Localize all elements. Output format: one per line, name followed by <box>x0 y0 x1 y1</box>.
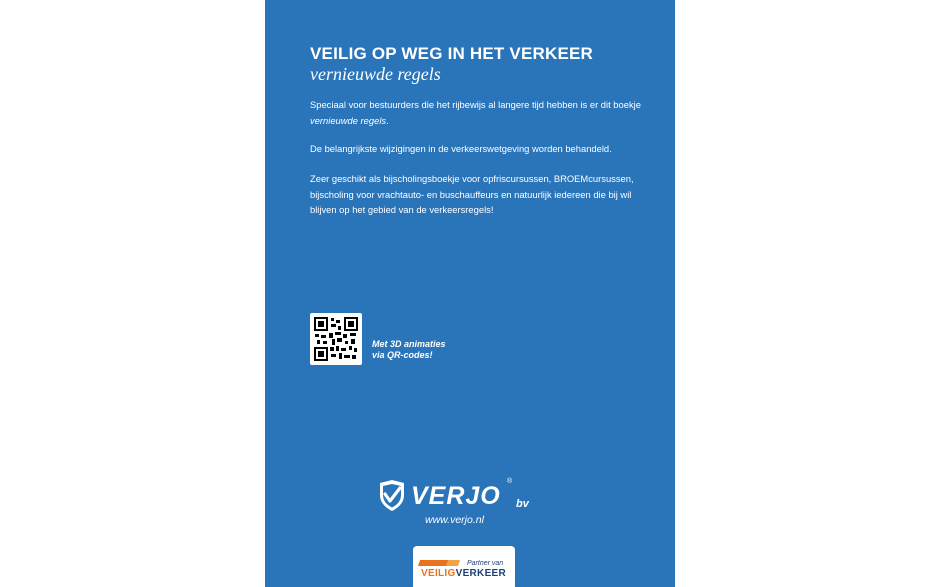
changes-paragraph: De belangrijkste wijzigingen in de verkeerswetgeving worden behandeld. <box>310 143 612 154</box>
shield-check-icon <box>378 480 406 512</box>
logo-wordmark: VERJO <box>411 482 501 510</box>
partner-stripe <box>418 560 460 566</box>
partner-label: Partner van <box>467 560 504 567</box>
qr-caption-line-1: Met 3D animaties <box>372 339 446 349</box>
partner-brand: VEILIGVERKEER <box>421 568 507 579</box>
qr-caption-line-2: via QR-codes! <box>372 349 433 360</box>
verjo-logo <box>378 478 538 514</box>
cover-title: VEILIG OP WEG IN HET VERKEER <box>310 44 593 63</box>
qr-caption <box>372 339 446 360</box>
audience-paragraph: Zeer geschikt als bijscholingsboekje voor opfriscursussen, BROEMcursussen, bijscholing voor vrachtauto- en buschauffeurs en natuurlijk iedereen die bij wil blijven op het gebied van de verkeersregels! <box>310 173 634 215</box>
qr-code-icon <box>310 313 362 365</box>
book-back-cover <box>265 0 675 587</box>
website-url: www.verjo.nl <box>425 514 484 526</box>
partner-badge <box>413 546 515 587</box>
cover-subtitle: vernieuwde regels <box>310 64 441 84</box>
logo-suffix: bv <box>516 498 529 510</box>
intro-paragraph: Speciaal voor bestuurders die het rijbewijs al langere tijd hebben is er dit boekje vernieuwde regels. <box>310 99 641 126</box>
registered-mark: ® <box>507 478 513 485</box>
